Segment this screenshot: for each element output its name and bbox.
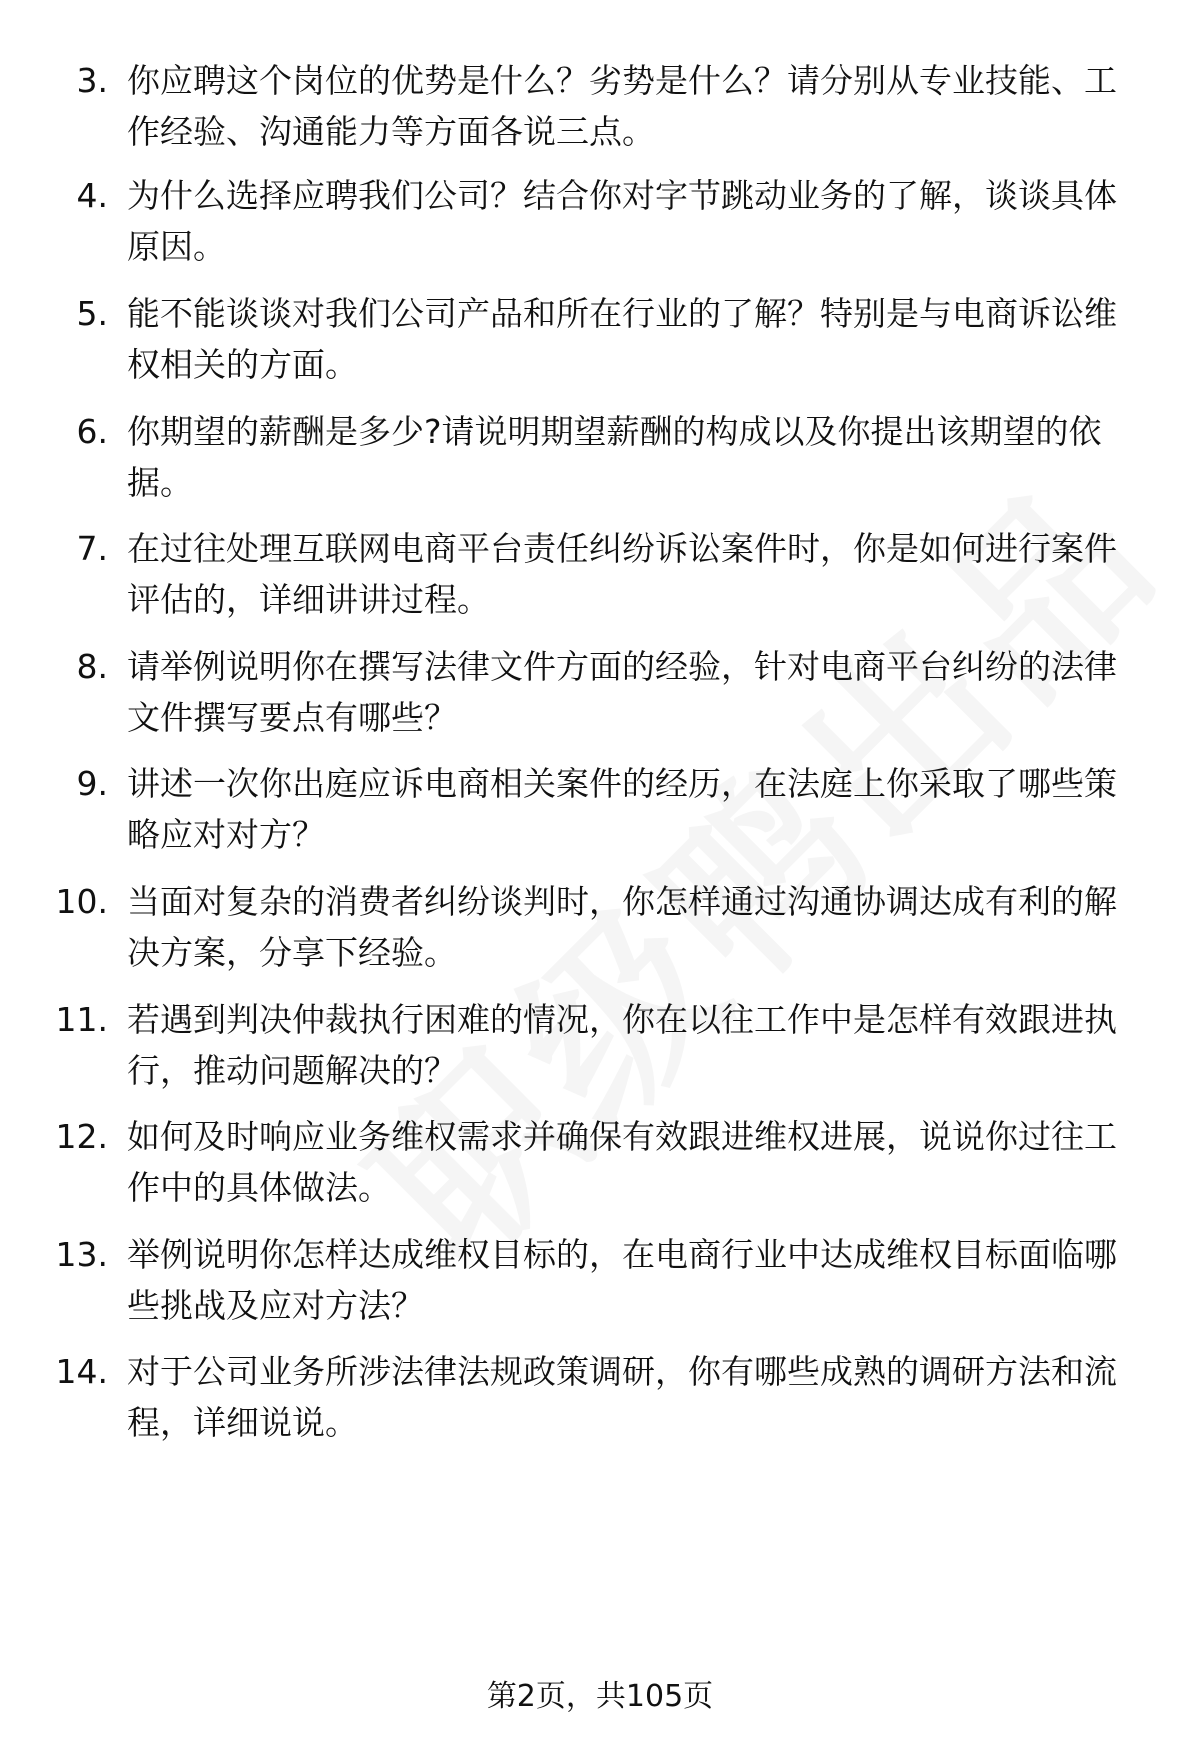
- question-number: 6.: [76, 412, 108, 451]
- question-text: 对于公司业务所涉法律法规政策调研，你有哪些成熟的调研方法和流程，详细说说。: [127, 1352, 1117, 1442]
- question-number: 11.: [55, 1000, 108, 1039]
- question-number: 12.: [55, 1117, 108, 1156]
- question-text: 当面对复杂的消费者纠纷谈判时，你怎样通过沟通协调达成有利的解决方案，分享下经验。: [127, 882, 1117, 972]
- question-text: 你应聘这个岗位的优势是什么？劣势是什么？请分别从专业技能、工作经验、沟通能力等方面各说三点。: [127, 61, 1117, 151]
- question-text: 在过往处理互联网电商平台责任纠纷诉讼案件时，你是如何进行案件评估的，详细讲讲过程。: [127, 529, 1117, 619]
- page-number: 第2页，共105页: [486, 1679, 714, 1714]
- question-number: 8.: [76, 647, 108, 686]
- question-text: 举例说明你怎样达成维权目标的，在电商行业中达成维权目标面临哪些挑战及应对方法？: [127, 1235, 1117, 1325]
- question-number: 10.: [55, 882, 108, 921]
- question-text: 请举例说明你在撰写法律文件方面的经验，针对电商平台纠纷的法律文件撰写要点有哪些？: [127, 647, 1117, 737]
- question-number: 9.: [76, 764, 108, 803]
- question-number: 3.: [76, 61, 108, 100]
- question-number: 14.: [55, 1352, 108, 1391]
- question-text: 你期望的薪酬是多少?请说明期望薪酬的构成以及你提出该期望的依据。: [127, 412, 1102, 502]
- question-number: 7.: [76, 529, 108, 568]
- question-text: 能不能谈谈对我们公司产品和所在行业的了解？特别是与电商诉讼维权相关的方面。: [127, 294, 1117, 384]
- question-number: 13.: [55, 1235, 108, 1274]
- question-text: 为什么选择应聘我们公司？结合你对字节跳动业务的了解，谈谈具体原因。: [127, 176, 1117, 266]
- question-text: 若遇到判决仲裁执行困难的情况，你在以往工作中是怎样有效跟进执行，推动问题解决的？: [127, 1000, 1117, 1090]
- question-number: 4.: [76, 176, 108, 215]
- question-text: 讲述一次你出庭应诉电商相关案件的经历，在法庭上你采取了哪些策略应对对方？: [127, 764, 1117, 854]
- question-text: 如何及时响应业务维权需求并确保有效跟进维权进展，说说你过往工作中的具体做法。: [127, 1117, 1117, 1207]
- question-number: 5.: [76, 294, 108, 333]
